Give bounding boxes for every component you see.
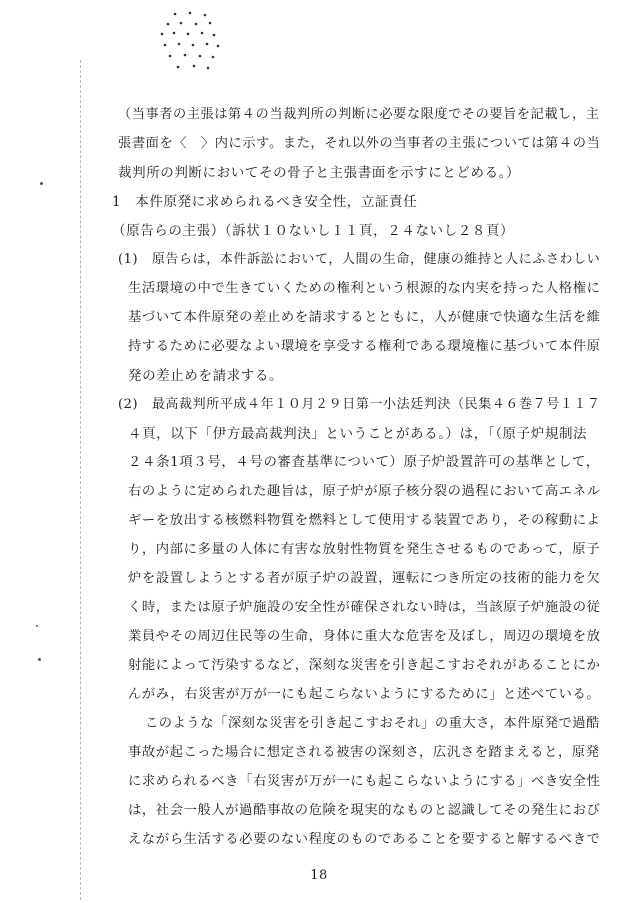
text-line: は，社会一般人が過酷事故の危険を現実的なものと認識してその発生におび <box>128 803 601 818</box>
text-line: 事故が起こった場合に想定される被害の深刻さ，広汎さを踏まえると，原発 <box>128 745 600 760</box>
text-line: 発の差止めを請求する。 <box>128 368 284 384</box>
text-line: 裁判所の判断においてその骨子と主張書面を示すにとどめる。） <box>118 165 521 181</box>
text-line: り，内部に多量の人体に有害な放射性物質を発生させるものであって，原子 <box>128 542 601 557</box>
text-line: （当事者の主張は第４の当裁判所の判断に必要な限度でその要旨を記載し，主 <box>118 107 600 122</box>
text-line: ギーを放出する核燃料物質を燃料として使用する装置であり，その稼動によ <box>128 513 601 528</box>
text-line: 生活環境の中で生きていくための権利という根源的な内実を持った人格権に <box>128 281 601 296</box>
text-line: んがみ，右災害が万が一にも起こらないようにするために」と述べている。 <box>128 687 601 702</box>
text-line: に求められるべき「右災害が万が一にも起こらないようにする」べき安全性 <box>128 774 601 789</box>
subheading: （原告らの主張）（訴状１０ないし１１頁，２４ないし２８頁） <box>112 223 515 239</box>
text-line: 射能によって汚染するなど，深刻な災害を引き起こすおそれがあることにか <box>128 658 601 673</box>
text-line: (2) 最高裁判所平成４年１０月２９日第一小法廷判決（民集４６巻７号１１７ <box>118 397 601 412</box>
text-line: 炉を設置しようとする者が原子炉の設置，運転につき所定の技術的能力を欠 <box>128 571 601 586</box>
text-line: 持するために必要なよい環境を享受する権利である環境権に基づいて本件原 <box>128 339 601 354</box>
text-line: 右のように定められた趣旨は，原子炉が原子核分裂の過程において高エネル <box>128 484 601 499</box>
text-line: このような「深刻な災害を引き起こすおそれ」の重大さ，本件原発で過酷 <box>145 716 600 731</box>
text-line: 基づいて本件原発の差止めを請求するとともに，人が健康で快適な生活を維 <box>128 310 601 325</box>
section-heading: 1 本件原発に求められるべき安全性，立証責任 <box>112 194 418 210</box>
text-line: 業員やその周辺住民等の生命，身体に重大な危害を及ぼし，周辺の環境を放 <box>128 629 601 644</box>
text-line: く時，または原子炉施設の安全性が確保されない時は，当該原子炉施設の従 <box>128 600 601 615</box>
text-line: ２４条1項３号，４号の審査基準について）原子炉設置許可の基準として， <box>128 455 600 470</box>
text-line: 張書面を〈 〉内に示す。また，それ以外の当事者の主張については第４の当 <box>118 136 601 151</box>
text-line: えながら生活する必要のない程度のものであることを要すると解するべきで <box>128 832 601 847</box>
text-line: (1) 原告らは，本件訴訟において，人間の生命，健康の維持と人にふさわしい <box>118 252 601 267</box>
page-number: 18 <box>310 868 328 883</box>
text-line: ４頁，以下「伊方最高裁判決」ということがある。）は，「（原子炉規制法 <box>128 426 588 442</box>
